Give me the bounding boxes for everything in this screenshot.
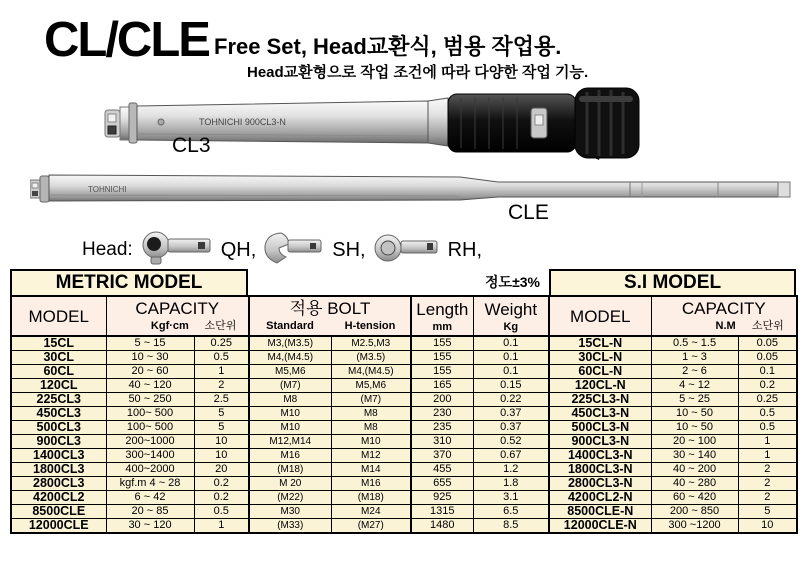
spec-cell: (M7) [331,393,411,407]
spec-cell: M3,(M3.5) [249,336,331,351]
spec-cell: 230 [411,407,473,421]
spec-table-body [11,336,797,533]
spec-cell: (M3.5) [331,351,411,365]
spec-cell: 0.5 [194,351,249,365]
spec-cell: 10 [194,435,249,449]
spec-cell: (M7) [249,379,331,393]
spec-cell: M5,M6 [249,365,331,379]
spec-cell: 30 ~ 120 [106,519,194,534]
spec-cell: 310 [411,435,473,449]
spec-cell: 100~ 500 [106,421,194,435]
cl3-drive-head [105,103,137,143]
spec-cell: 165 [411,379,473,393]
metric-model-cell: 2800CL3 [11,477,106,491]
head-row-label: Head: [82,239,133,260]
spec-cell: (M27) [331,519,411,534]
spec-cell: (M18) [249,463,331,477]
table-row [11,435,797,449]
spec-table-section [10,269,796,534]
spec-cell: 0.5 [738,421,797,435]
spec-cell: M4,(M4.5) [249,351,331,365]
spec-cell: 10 [738,519,797,534]
spec-cell: 0.05 [738,351,797,365]
spec-cell: kgf.m 4 ~ 28 [106,477,194,491]
spec-cell: M12 [331,449,411,463]
col-header-model: MODEL [11,296,106,336]
spec-cell: 400~2000 [106,463,194,477]
cl3-engraving-text: TOHNICHI 900CL3-N [199,117,286,127]
spec-cell: M16 [249,449,331,463]
spec-cell: 5 ~ 25 [651,393,738,407]
spec-cell: 300 ~1200 [651,519,738,534]
spec-cell: M30 [249,505,331,519]
spec-cell: 0.67 [473,449,549,463]
cle-beam [49,175,790,201]
spec-cell: 0.1 [473,365,549,379]
spec-cell: 6.5 [473,505,549,519]
spec-cell: M8 [331,407,411,421]
qh-label: QH, [220,238,257,261]
spec-cell: 10 ~ 30 [106,351,194,365]
si-model-cell: 1800CL3-N [549,463,651,477]
spec-cell: 0.25 [194,336,249,351]
spec-cell: 0.5 ~ 1.5 [651,336,738,351]
spec-cell: 0.1 [738,365,797,379]
spec-cell: 200 ~ 850 [651,505,738,519]
rh-ring-head-icon [373,230,441,271]
metric-model-cell: 225CL3 [11,393,106,407]
sh-label: SH, [332,238,366,261]
si-model-cell: 500CL3-N [549,421,651,435]
si-model-cell: 120CL-N [549,379,651,393]
rh-label: RH, [447,238,483,261]
spec-cell: 60 ~ 420 [651,491,738,505]
sh-spanner-head-icon [263,230,325,271]
table-row [11,336,797,351]
spec-cell: 655 [411,477,473,491]
spec-cell: 40 ~ 280 [651,477,738,491]
metric-model-cell: 1800CL3 [11,463,106,477]
spec-cell: 0.25 [738,393,797,407]
tagline: Free Set, Head교환식, 범용 작업용. [214,34,562,59]
table-row [11,421,797,435]
spec-cell: M8 [249,393,331,407]
spec-cell: M5,M6 [331,379,411,393]
spec-cell: 1 [738,449,797,463]
spec-cell: (M33) [249,519,331,534]
spec-cell: 0.37 [473,407,549,421]
spec-cell: 10 ~ 50 [651,407,738,421]
spec-cell: 5 [194,407,249,421]
spec-cell: 0.05 [738,336,797,351]
spec-cell: M8 [331,421,411,435]
si-model-cell: 4200CL2-N [549,491,651,505]
metric-model-cell: 500CL3 [11,421,106,435]
si-model-cell: 15CL-N [549,336,651,351]
spec-cell: (M22) [249,491,331,505]
cle-label: CLE [508,201,549,224]
metric-model-cell: 450CL3 [11,407,106,421]
spec-cell: 40 ~ 200 [651,463,738,477]
spec-cell: M12,M14 [249,435,331,449]
spec-cell: 20 [194,463,249,477]
column-header-row [11,296,797,336]
si-model-cell: 30CL-N [549,351,651,365]
spec-cell: 20 ~ 60 [106,365,194,379]
spec-cell: (M18) [331,491,411,505]
spec-cell: 2.5 [194,393,249,407]
spec-cell: 2 [738,491,797,505]
spec-cell: 8.5 [473,519,549,534]
table-row [11,365,797,379]
table-row [11,491,797,505]
cl3-adjust-knob [575,88,639,158]
spec-cell: 370 [411,449,473,463]
spec-cell: 925 [411,491,473,505]
spec-cell: 20 ~ 100 [651,435,738,449]
spec-cell: 2 ~ 6 [651,365,738,379]
table-row [11,351,797,365]
spec-cell: 155 [411,336,473,351]
metric-model-cell: 1400CL3 [11,449,106,463]
spec-cell: M4,(M4.5) [331,365,411,379]
accuracy-note: 정도±3% [485,274,540,290]
spec-cell: M10 [249,421,331,435]
metric-model-title: METRIC MODEL [10,269,248,295]
spec-cell: 0.52 [473,435,549,449]
spec-cell: 0.2 [194,477,249,491]
si-model-cell: 60CL-N [549,365,651,379]
spec-cell: 155 [411,365,473,379]
col-header-model-si: MODEL [549,296,651,336]
si-model-cell: 1400CL3-N [549,449,651,463]
spec-cell: 0.15 [473,379,549,393]
spec-cell: 5 ~ 15 [106,336,194,351]
cl3-beam-step [428,98,448,146]
cle-engraving-text: TOHNICHI [88,185,127,194]
table-row [11,505,797,519]
spec-cell: 2 [738,463,797,477]
spec-cell: 200~1000 [106,435,194,449]
si-model-cell: 225CL3-N [549,393,651,407]
spec-cell: 1.8 [473,477,549,491]
cle-wrench-image [30,167,794,216]
spec-cell: 0.5 [738,407,797,421]
metric-model-cell: 60CL [11,365,106,379]
spec-cell: M2.5,M3 [331,336,411,351]
spec-cell: 200 [411,393,473,407]
table-row [11,477,797,491]
spec-cell: M10 [249,407,331,421]
table-row [11,393,797,407]
metric-model-cell: 12000CLE [11,519,106,534]
cle-drive-head [30,176,49,202]
spec-cell: 40 ~ 120 [106,379,194,393]
table-row [11,463,797,477]
col-header-capacity-metric: CAPACITY Kgf·cm 소단위 [106,296,249,336]
col-header-weight: Weight Kg [473,296,549,336]
spec-cell: 455 [411,463,473,477]
table-title-row [10,269,796,295]
spec-cell: 20 ~ 85 [106,505,194,519]
spec-cell: 0.1 [473,351,549,365]
spec-cell: 1 [194,519,249,534]
spec-cell: 10 [194,449,249,463]
metric-model-cell: 120CL [11,379,106,393]
spec-cell: 155 [411,351,473,365]
si-model-cell: 2800CL3-N [549,477,651,491]
cl3-label: CL3 [172,134,211,157]
table-row [11,379,797,393]
spec-cell: 1480 [411,519,473,534]
spec-cell: 1315 [411,505,473,519]
spec-table [10,295,798,534]
spec-cell: 2 [194,379,249,393]
col-header-length: Length mm [411,296,473,336]
spec-cell: 1 ~ 3 [651,351,738,365]
spec-cell: 5 [194,421,249,435]
spec-cell: M24 [331,505,411,519]
spec-cell: 0.2 [194,491,249,505]
qh-ratchet-head-icon [140,230,214,271]
spec-cell: 50 ~ 250 [106,393,194,407]
spec-cell: 4 ~ 12 [651,379,738,393]
spec-cell: 6 ~ 42 [106,491,194,505]
metric-model-cell: 8500CLE [11,505,106,519]
table-row [11,407,797,421]
spec-cell: 1 [194,365,249,379]
spec-cell: 100~ 500 [106,407,194,421]
si-model-cell: 8500CLE-N [549,505,651,519]
table-row [11,449,797,463]
spec-cell: 0.2 [738,379,797,393]
spec-cell: M16 [331,477,411,491]
head-types-row [82,230,482,270]
page-title: CL/CLE [44,13,209,67]
si-model-cell: 12000CLE-N [549,519,651,534]
spec-cell: 235 [411,421,473,435]
spec-cell: 1 [738,435,797,449]
table-row [11,519,797,534]
metric-model-cell: 30CL [11,351,106,365]
spec-cell: 300~1400 [106,449,194,463]
spec-cell: 1.2 [473,463,549,477]
spec-cell: 2 [738,477,797,491]
spec-cell: 0.5 [194,505,249,519]
si-model-cell: 900CL3-N [549,435,651,449]
col-header-bolt: 적용 BOLT Standard H-tension [249,296,411,336]
tagline-secondary: Head교환형으로 작업 조건에 따라 다양한 작업 기능. [247,64,589,81]
metric-model-cell: 15CL [11,336,106,351]
si-model-title: S.I MODEL [549,269,796,295]
spec-cell: M10 [331,435,411,449]
spec-cell: 30 ~ 140 [651,449,738,463]
spec-cell: 0.1 [473,336,549,351]
spec-cell: M14 [331,463,411,477]
metric-model-cell: 4200CL2 [11,491,106,505]
spec-cell: 5 [738,505,797,519]
spec-cell: 3.1 [473,491,549,505]
spec-cell: 0.37 [473,421,549,435]
spec-cell: M 20 [249,477,331,491]
spec-cell: 0.22 [473,393,549,407]
si-model-cell: 450CL3-N [549,407,651,421]
metric-model-cell: 900CL3 [11,435,106,449]
col-header-capacity-si: CAPACITY N.M 소단위 [651,296,797,336]
spec-cell: 10 ~ 50 [651,421,738,435]
